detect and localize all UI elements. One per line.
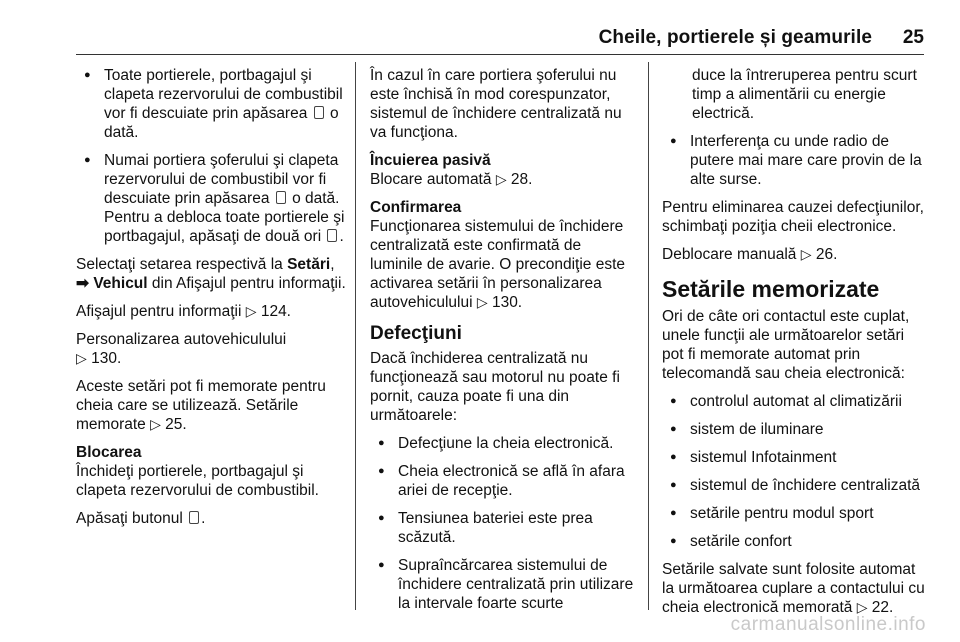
paragraph-settings: Selectaţi setarea respectivă la Setări, ➡ Vehicul din Afişajul pentru informaţii.: [76, 256, 346, 292]
paragraph-final[interactable]: Setările salvate sunt folosite automat la următoarea cuplare a contactului cu cheia electronică memorată ▷ 22.: [662, 561, 925, 616]
list-item: ● setările pentru modul sport: [662, 504, 928, 523]
paragraph-display[interactable]: Afişajul pentru informaţii ▷ 124.: [76, 303, 291, 320]
header-divider: [76, 54, 924, 55]
key-lock-icon: [189, 511, 199, 524]
list-item: ● Supraîncărcarea sistemului de închidere centralizată prin utilizare la intervale foarte scurte: [370, 556, 634, 613]
list-item: ● sistemul Infotainment: [662, 448, 928, 467]
page-ref-icon: ▷: [856, 599, 868, 615]
paragraph-memory[interactable]: Aceste setări pot fi memorate pentru cheia care se utilizează. Setările memorate ▷ 25.: [76, 378, 326, 433]
list-item: ● Interferenţa cu unde radio de putere mai mare care provin de la alte surse.: [662, 132, 928, 189]
column-3: [662, 66, 928, 626]
section-heading-memorized-settings: Setările memorizate: [662, 276, 880, 302]
key-unlock-icon: [276, 191, 286, 204]
page-ref-icon: ▷: [495, 171, 507, 187]
column-1: [76, 66, 348, 537]
key-unlock-icon: [314, 106, 324, 119]
page-header: [0, 0, 960, 52]
paragraph-remedy: Pentru eliminarea cauzei defecţiunilor, schimbaţi poziţia cheii electronice.: [662, 199, 924, 235]
column-2: [370, 66, 634, 622]
column-divider-1: [355, 62, 356, 610]
column-divider-2: [648, 62, 649, 610]
page-title: Cheile, portierele și geamurile: [598, 27, 872, 48]
paragraph-press: Apăsaţi butonul .: [76, 510, 206, 527]
paragraph-confirmation[interactable]: Funcţionarea sistemului de închidere centralizată este confirmată de luminile de avarie. O precondiţie este activarea setării în personalizarea autovehiculului ▷ 130.: [370, 218, 626, 311]
subheading-confirmation: Confirmarea: [370, 199, 462, 216]
list-item: ● Tensiunea bateriei este prea scăzută.: [370, 509, 634, 547]
list-item: ● sistemul de închidere centralizată: [662, 476, 928, 495]
page-ref-icon: ▷: [150, 416, 161, 432]
list-item: ● sistem de iluminare: [662, 420, 928, 439]
paragraph-passive[interactable]: Blocare automată ▷ 28.: [370, 171, 533, 188]
page-ref-icon: ▷: [476, 294, 488, 310]
section-heading-faults: Defecţiuni: [370, 323, 462, 344]
watermark: carmanualsonline.info: [730, 614, 926, 635]
list-item: ● Numai portiera şoferului şi clapeta rezervorului de combustibil vor fi descuiate prin apăsarea o dată. Pentru a debloca toate portierele şi portbagajul, apăsaţi de două ori .: [76, 151, 348, 246]
subheading-passive-locking: Încuierea pasivă: [370, 152, 491, 169]
list-item: ● Defecţiune la cheia electronică.: [370, 434, 634, 453]
page-ref-icon: ▷: [800, 246, 812, 262]
subheading-locking: Blocarea: [76, 444, 142, 461]
page-ref-icon: ▷: [245, 303, 257, 319]
list-item: ● Toate portierele, portbagajul şi clapeta rezervorului de combustibil vor fi descuiate prin apăsarea o dată.: [76, 66, 348, 142]
paragraph-locking: Închideţi portierele, portbagajul şi clapeta rezervorului de combustibil.: [76, 463, 319, 499]
paragraph-memorized: Ori de câte ori contactul este cuplat, unele funcţii ale următoarelor setări pot fi memorate automat prin telecomandă sau cheia electronică:: [662, 308, 910, 382]
page-number: 25: [902, 27, 924, 48]
list-item-continuation: duce la întreruperea pentru scurt timp a alimentării cu energie electrică.: [692, 67, 917, 122]
paragraph-personalization[interactable]: Personalizarea autovehiculului ▷ 130.: [76, 331, 287, 367]
list-item: ● controlul automat al climatizării: [662, 392, 928, 411]
page-ref-icon: ▷: [76, 350, 87, 366]
list-item: ● setările confort: [662, 532, 928, 551]
paragraph-faults: Dacă închiderea centralizată nu funcţionează sau motorul nu poate fi pornit, cauza poate fi una din următoarele:: [370, 350, 620, 424]
paragraph-intro: În cazul în care portiera şoferului nu este închisă în mod corespunzator, sistemul de închidere centralizată nu va funcţiona.: [370, 67, 622, 141]
paragraph-manual-unlock[interactable]: Deblocare manuală ▷ 26.: [662, 246, 838, 263]
list-item: ● Cheia electronică se află în afara ariei de recepţie.: [370, 462, 634, 500]
key-unlock-icon: [327, 229, 337, 242]
